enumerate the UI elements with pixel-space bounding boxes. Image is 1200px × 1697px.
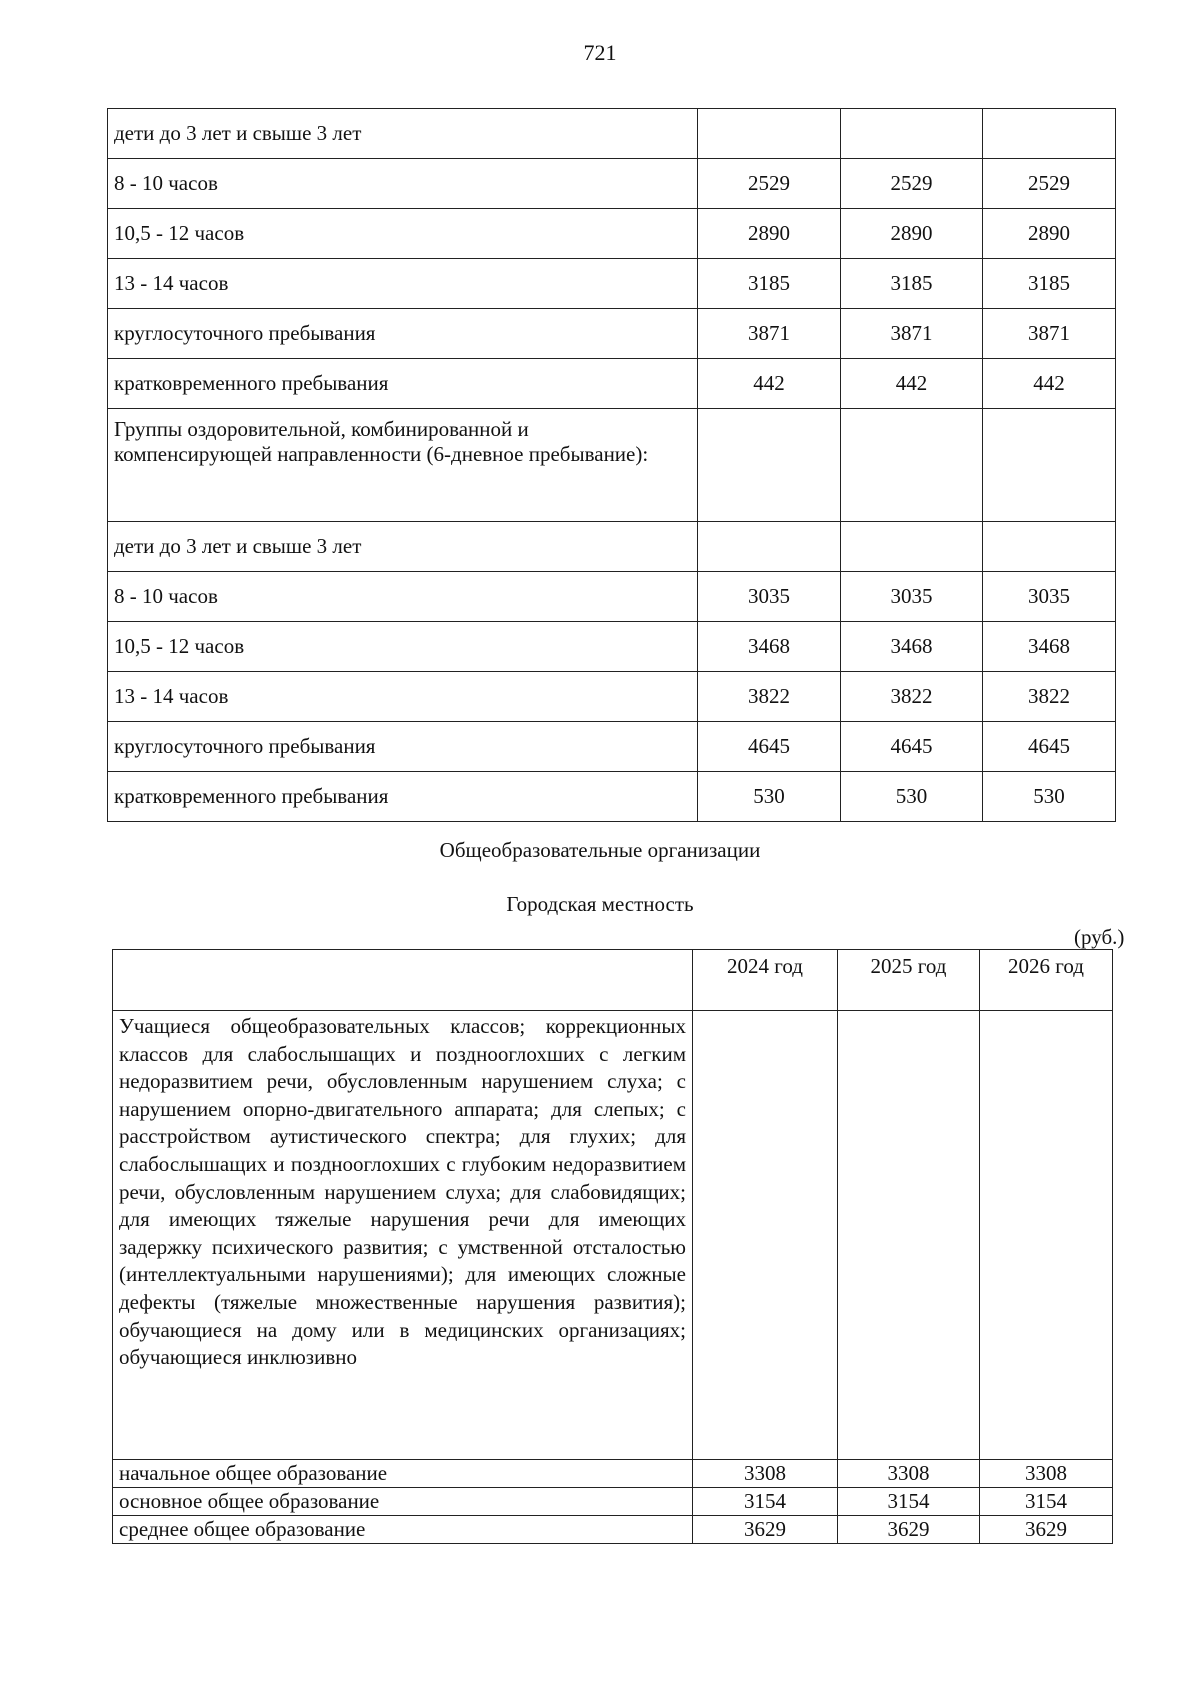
description-row bbox=[113, 1011, 1113, 1460]
row-label: Группы оздоровительной, комбинированной и компенсирующей направленности (6-дневное пребывание): bbox=[108, 409, 698, 522]
school-cost-table bbox=[112, 949, 1113, 1544]
table-row bbox=[108, 772, 1116, 822]
value-cell bbox=[698, 409, 841, 522]
value-cell: 3822 bbox=[698, 672, 841, 722]
year-header-row bbox=[113, 950, 1113, 1011]
table-row bbox=[108, 409, 1116, 522]
table-row bbox=[108, 522, 1116, 572]
value-cell: 2529 bbox=[698, 159, 841, 209]
table-row bbox=[108, 722, 1116, 772]
value-cell: 3308 bbox=[693, 1460, 838, 1488]
value-cell: 530 bbox=[698, 772, 841, 822]
value-cell bbox=[841, 409, 983, 522]
value-cell: 3308 bbox=[980, 1460, 1113, 1488]
table-row bbox=[108, 359, 1116, 409]
table-row bbox=[108, 109, 1116, 159]
value-cell bbox=[698, 522, 841, 572]
value-cell bbox=[983, 109, 1116, 159]
value-cell: 3871 bbox=[698, 309, 841, 359]
subsection-title: Городская местность bbox=[506, 892, 694, 916]
value-cell: 2890 bbox=[698, 209, 841, 259]
table-row bbox=[108, 259, 1116, 309]
value-cell: 442 bbox=[841, 359, 983, 409]
unit-label: (руб.) bbox=[1074, 925, 1125, 949]
year-2025-header: 2025 год bbox=[838, 950, 980, 1011]
value-cell: 442 bbox=[698, 359, 841, 409]
value-cell: 4645 bbox=[841, 722, 983, 772]
table-row bbox=[113, 1460, 1113, 1488]
value-cell: 2529 bbox=[983, 159, 1116, 209]
header-blank-cell bbox=[113, 950, 693, 1011]
value-cell: 3154 bbox=[838, 1488, 980, 1516]
value-cell: 4645 bbox=[983, 722, 1116, 772]
value-cell: 2529 bbox=[841, 159, 983, 209]
value-cell: 3468 bbox=[841, 622, 983, 672]
preschool-cost-table bbox=[107, 108, 1116, 822]
row-label: 13 - 14 часов bbox=[108, 259, 698, 309]
table-row bbox=[108, 159, 1116, 209]
empty-cell bbox=[838, 1011, 980, 1460]
value-cell: 3035 bbox=[698, 572, 841, 622]
value-cell: 2890 bbox=[841, 209, 983, 259]
value-cell: 3871 bbox=[841, 309, 983, 359]
value-cell: 3468 bbox=[698, 622, 841, 672]
value-cell bbox=[841, 109, 983, 159]
value-cell: 4645 bbox=[698, 722, 841, 772]
row-label: 8 - 10 часов bbox=[108, 159, 698, 209]
value-cell: 530 bbox=[841, 772, 983, 822]
value-cell bbox=[983, 522, 1116, 572]
value-cell: 3185 bbox=[841, 259, 983, 309]
value-cell: 3154 bbox=[693, 1488, 838, 1516]
value-cell: 3035 bbox=[841, 572, 983, 622]
row-label: круглосуточного пребывания bbox=[108, 722, 698, 772]
row-label: дети до 3 лет и свыше 3 лет bbox=[108, 109, 698, 159]
value-cell: 3468 bbox=[983, 622, 1116, 672]
row-label: основное общее образование bbox=[113, 1488, 693, 1516]
row-label: круглосуточного пребывания bbox=[108, 309, 698, 359]
value-cell: 530 bbox=[983, 772, 1116, 822]
value-cell bbox=[698, 109, 841, 159]
table-row bbox=[108, 572, 1116, 622]
value-cell bbox=[841, 522, 983, 572]
value-cell: 442 bbox=[983, 359, 1116, 409]
value-cell: 3822 bbox=[841, 672, 983, 722]
value-cell: 3185 bbox=[698, 259, 841, 309]
value-cell bbox=[983, 409, 1116, 522]
table-row bbox=[108, 309, 1116, 359]
section-title: Общеобразовательные организации bbox=[439, 838, 761, 862]
table-row bbox=[113, 1516, 1113, 1544]
value-cell: 3629 bbox=[693, 1516, 838, 1544]
row-label: кратковременного пребывания bbox=[108, 772, 698, 822]
row-label: 8 - 10 часов bbox=[108, 572, 698, 622]
table-row bbox=[108, 672, 1116, 722]
empty-cell bbox=[980, 1011, 1113, 1460]
value-cell: 3154 bbox=[980, 1488, 1113, 1516]
value-cell: 3629 bbox=[838, 1516, 980, 1544]
value-cell: 3629 bbox=[980, 1516, 1113, 1544]
students-description: Учащиеся общеобразовательных классов; коррекционных классов для слабослышащих и позднооглохших с легким недоразвитием речи, обусловленным нарушением слуха; с нарушением опорно-двигательного аппарата; для слепых; с расстройством аутистического спектра; для глухих; для слабослышащих и позднооглохших с глубоким недоразвитием речи, обусловленным нарушением слуха; для слабовидящих; для имеющих тяжелые нарушения речи для имеющих задержку психического развития; с умственной отсталостью (интеллектуальными нарушениями); для имеющих сложные дефекты (тяжелые множественные нарушения развития); обучающиеся на дому или в медицинских организациях; обучающиеся инклюзивно bbox=[113, 1011, 693, 1460]
row-label: 10,5 - 12 часов bbox=[108, 622, 698, 672]
row-label: начальное общее образование bbox=[113, 1460, 693, 1488]
value-cell: 2890 bbox=[983, 209, 1116, 259]
row-label: кратковременного пребывания bbox=[108, 359, 698, 409]
year-2026-header: 2026 год bbox=[980, 950, 1113, 1011]
year-2024-header: 2024 год bbox=[693, 950, 838, 1011]
value-cell: 3822 bbox=[983, 672, 1116, 722]
row-label: дети до 3 лет и свыше 3 лет bbox=[108, 522, 698, 572]
table-row bbox=[108, 209, 1116, 259]
value-cell: 3871 bbox=[983, 309, 1116, 359]
value-cell: 3185 bbox=[983, 259, 1116, 309]
row-label: 13 - 14 часов bbox=[108, 672, 698, 722]
empty-cell bbox=[693, 1011, 838, 1460]
row-label: 10,5 - 12 часов bbox=[108, 209, 698, 259]
value-cell: 3035 bbox=[983, 572, 1116, 622]
table-row bbox=[113, 1488, 1113, 1516]
page-number: 721 bbox=[583, 40, 617, 65]
value-cell: 3308 bbox=[838, 1460, 980, 1488]
table-row bbox=[108, 622, 1116, 672]
row-label: среднее общее образование bbox=[113, 1516, 693, 1544]
